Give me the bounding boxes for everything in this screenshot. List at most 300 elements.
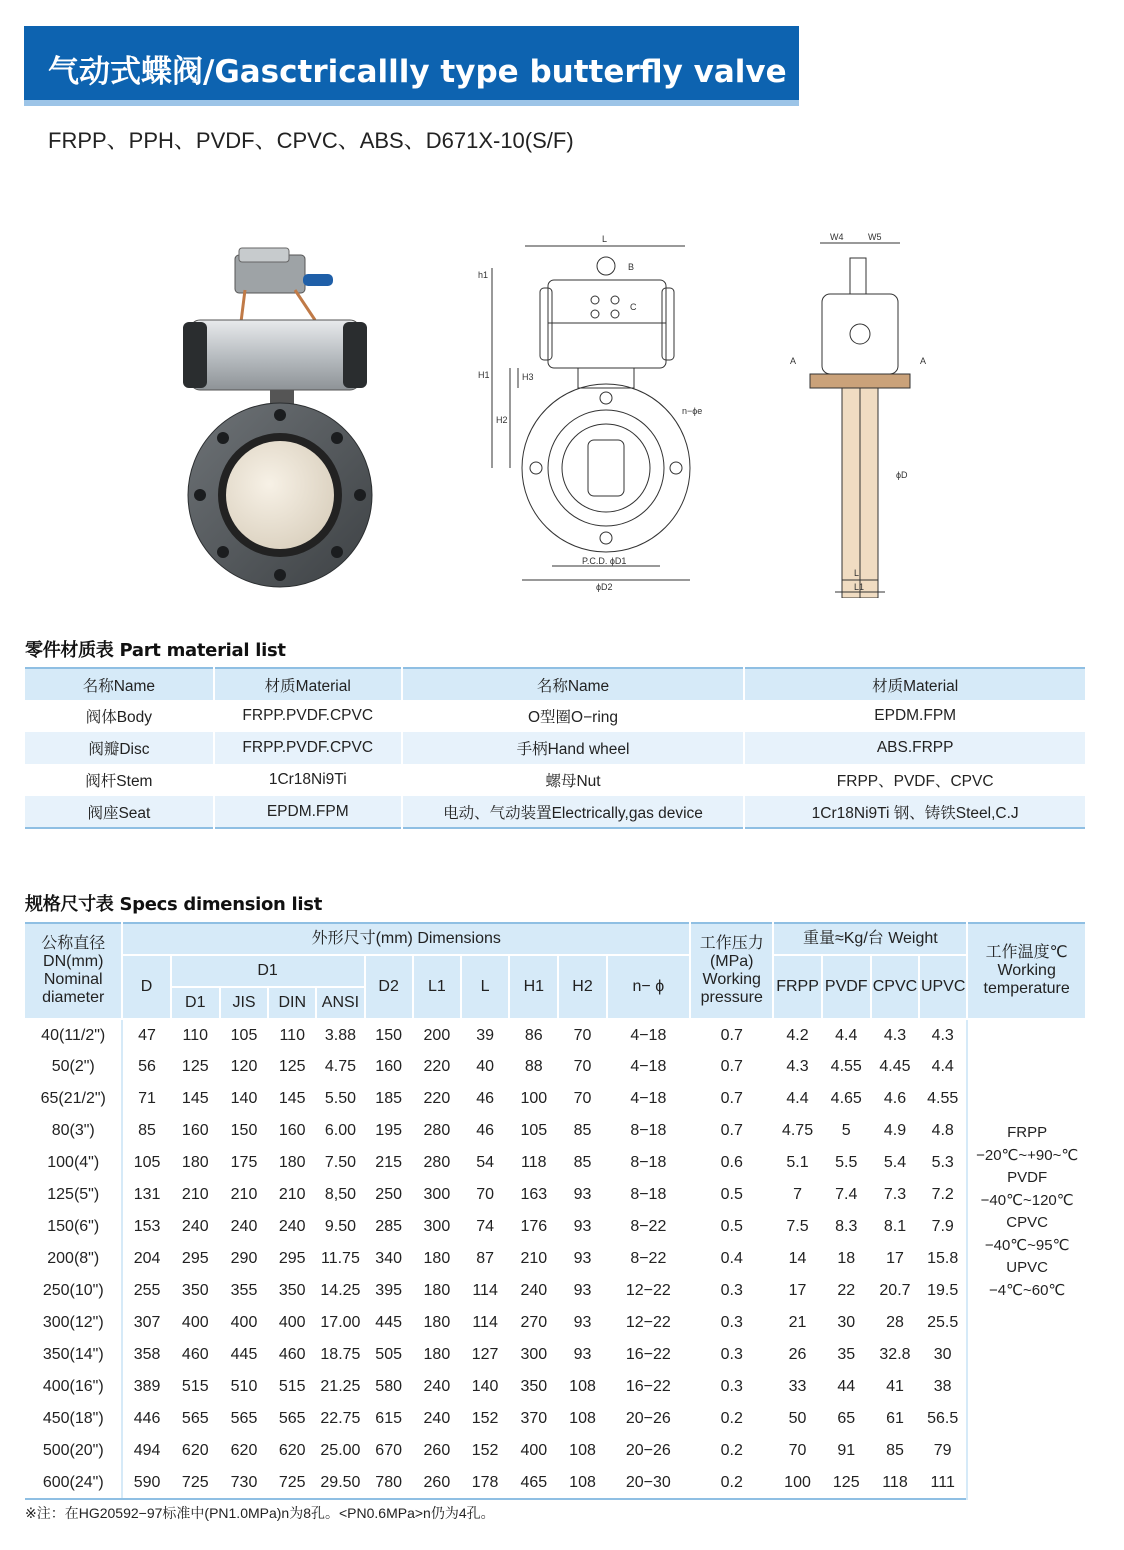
specs-cell: 580 <box>375 1378 402 1395</box>
specs-cell: 590 <box>122 1467 170 1499</box>
specs-cell: 30 <box>933 1346 952 1363</box>
specs-cell: 204 <box>133 1250 161 1267</box>
specs-cell: 100 <box>520 1090 548 1107</box>
specs-cell: 4.75 <box>324 1058 356 1075</box>
specs-cell: 210 <box>278 1186 306 1203</box>
specs-cell: 18 <box>837 1250 856 1267</box>
temperature-line: −20℃~+90~℃ <box>976 1146 1079 1164</box>
header-H1: H1 <box>509 955 558 1019</box>
specs-cell: 300 <box>423 1186 451 1203</box>
specs-cell: 389 <box>133 1378 161 1395</box>
svg-text:L: L <box>854 568 860 578</box>
specs-cell: 0.7 <box>720 1026 743 1044</box>
specs-cell: 185 <box>375 1090 402 1107</box>
specs-cell: 7.9 <box>931 1218 954 1235</box>
specs-cell: 446 <box>133 1410 161 1427</box>
specs-cell: 17 <box>886 1250 904 1267</box>
specs-row <box>25 1467 1086 1499</box>
specs-cell-diameter: 40(11/2") <box>25 1019 122 1051</box>
specs-cell: 3.88 <box>324 1026 356 1044</box>
specs-cell: 17 <box>788 1282 807 1299</box>
specs-cell: 5.4 <box>883 1154 907 1171</box>
specs-cell: 4.3 <box>786 1058 809 1075</box>
header-D: D <box>122 955 170 1019</box>
specs-cell: 105 <box>230 1026 258 1044</box>
materials-header-material-2: 材质Material <box>744 668 1086 700</box>
materials-row <box>25 796 1086 828</box>
specs-cell: 350 <box>181 1282 209 1299</box>
specs-cell: 28 <box>886 1314 904 1331</box>
specs-row <box>25 1083 1086 1115</box>
specs-cell: 615 <box>375 1410 402 1427</box>
specs-cell: 145 <box>181 1090 209 1107</box>
specs-cell: 4.4 <box>786 1090 809 1107</box>
specs-cell: 93 <box>573 1186 592 1203</box>
header-weight-cpvc: CPVC <box>871 955 919 1019</box>
header-H2: H2 <box>558 955 606 1019</box>
specs-cell: 300 <box>520 1346 548 1363</box>
svg-text:L1: L1 <box>854 582 865 592</box>
specs-cell: 5.50 <box>324 1090 356 1107</box>
specs-cell: 125 <box>822 1467 871 1499</box>
specs-cell-diameter: 350(14") <box>25 1339 122 1371</box>
specs-cell: 355 <box>230 1282 258 1299</box>
specs-cell: 0.2 <box>720 1442 743 1459</box>
specs-cell: 8,50 <box>324 1186 356 1203</box>
specs-cell: 38 <box>933 1378 952 1395</box>
specs-table <box>25 922 1087 1500</box>
specs-cell: 8−18 <box>630 1186 667 1203</box>
specs-cell: 4.45 <box>879 1058 911 1075</box>
header-D1: D1 <box>171 987 220 1019</box>
specs-cell: 4.55 <box>830 1058 862 1075</box>
header-working-pressure: 工作压力 (MPa) Working pressure <box>690 923 773 1019</box>
specs-cell: 160 <box>278 1122 306 1139</box>
svg-text:h1: h1 <box>478 270 489 280</box>
specs-cell: 270 <box>520 1314 548 1331</box>
specs-cell: 7.50 <box>324 1154 356 1171</box>
specs-cell: 125 <box>181 1058 209 1075</box>
specs-cell: 20−30 <box>607 1467 690 1499</box>
specs-cell: 111 <box>919 1467 967 1499</box>
specs-cell: 26 <box>788 1346 807 1363</box>
specs-cell: 0.3 <box>720 1282 743 1299</box>
materials-header-name-2: 名称Name <box>402 668 745 700</box>
specs-cell: 4.4 <box>835 1026 858 1044</box>
specs-cell: 74 <box>476 1218 494 1235</box>
specs-cell: 91 <box>837 1442 856 1459</box>
specs-cell: 46 <box>476 1122 494 1139</box>
specs-cell: 0.2 <box>720 1410 743 1427</box>
specs-cell: 153 <box>133 1218 161 1235</box>
specs-cell: 8−22 <box>630 1250 667 1267</box>
materials-cell: 阀体Body <box>25 700 214 732</box>
specs-cell: 240 <box>181 1218 209 1235</box>
temperature-line: CPVC <box>1006 1214 1048 1231</box>
specs-row <box>25 1147 1086 1179</box>
specs-cell: 0.7 <box>720 1122 743 1139</box>
specs-cell: 285 <box>375 1218 402 1235</box>
header-working-temperature: 工作温度℃ Working temperature <box>967 923 1086 1019</box>
specs-cell: 7.4 <box>835 1186 858 1203</box>
specs-row <box>25 1275 1086 1307</box>
specs-cell: 295 <box>181 1250 209 1267</box>
specs-cell: 465 <box>509 1467 558 1499</box>
header-n-phi: n− ϕ <box>607 955 690 1019</box>
specs-cell: 11.75 <box>321 1250 360 1267</box>
specs-cell: 30 <box>837 1314 856 1331</box>
header-DIN: DIN <box>268 987 316 1019</box>
header-ANSI: ANSI <box>316 987 364 1019</box>
svg-text:ϕD2: ϕD2 <box>596 582 613 592</box>
specs-cell: 200 <box>423 1026 451 1044</box>
specs-cell: 307 <box>133 1314 161 1331</box>
specs-cell: 87 <box>476 1250 494 1267</box>
specs-cell: 180 <box>181 1154 209 1171</box>
specs-cell: 220 <box>423 1058 451 1075</box>
specs-cell-diameter: 250(10") <box>25 1275 122 1307</box>
specs-row <box>25 1339 1086 1371</box>
specs-cell: 400 <box>520 1442 548 1459</box>
specs-cell: 260 <box>423 1442 451 1459</box>
specs-cell: 105 <box>520 1122 548 1139</box>
specs-cell: 215 <box>375 1154 402 1171</box>
specs-cell: 180 <box>423 1250 451 1267</box>
specs-cell: 4.3 <box>931 1026 954 1044</box>
specs-cell: 140 <box>230 1090 258 1107</box>
specs-cell: 180 <box>423 1282 451 1299</box>
specs-cell: 32.8 <box>879 1346 911 1363</box>
materials-header-material-1: 材质Material <box>214 668 402 700</box>
specs-cell: 370 <box>520 1410 548 1427</box>
materials-section-title: 零件材质表 Part material list <box>25 640 286 661</box>
specs-section-title: 规格尺寸表 Specs dimension list <box>25 894 322 915</box>
specs-cell: 620 <box>278 1442 306 1459</box>
specs-cell: 41 <box>886 1378 904 1395</box>
specs-cell: 178 <box>461 1467 509 1499</box>
specs-cell: 400 <box>278 1314 306 1331</box>
specs-cell: 4.6 <box>883 1090 907 1107</box>
specs-cell: 460 <box>181 1346 209 1363</box>
specs-cell: 20.7 <box>879 1282 911 1299</box>
specs-cell: 240 <box>520 1282 548 1299</box>
specs-cell: 110 <box>279 1026 305 1044</box>
dim-L: L <box>602 234 608 244</box>
specs-cell: 93 <box>573 1250 592 1267</box>
specs-cell: 152 <box>471 1442 499 1459</box>
specs-row <box>25 1371 1086 1403</box>
specs-cell: 118 <box>521 1154 547 1171</box>
specs-cell: 5.5 <box>835 1154 858 1171</box>
specs-cell: 445 <box>375 1314 402 1331</box>
specs-cell: 255 <box>133 1282 161 1299</box>
side-dimension-drawing <box>780 228 940 598</box>
specs-cell: 85 <box>573 1154 592 1171</box>
specs-cell: 4−18 <box>630 1026 667 1044</box>
specs-cell: 445 <box>230 1346 258 1363</box>
specs-cell: 400 <box>181 1314 209 1331</box>
specs-cell: 176 <box>520 1218 548 1235</box>
specs-cell: 4.2 <box>786 1026 809 1044</box>
specs-cell: 56 <box>138 1058 156 1075</box>
specs-row <box>25 1019 1086 1051</box>
specs-cell: 118 <box>871 1467 919 1499</box>
materials-cell: FRPP、PVDF、CPVC <box>744 764 1086 796</box>
specs-cell: 290 <box>230 1250 258 1267</box>
specs-cell: 93 <box>573 1218 592 1235</box>
specs-cell: 515 <box>181 1378 209 1395</box>
specs-cell: 18.75 <box>320 1346 361 1363</box>
specs-cell: 195 <box>375 1122 402 1139</box>
page-title: 气动式蝶阀/Gasctricallly type butterfly valve <box>48 54 787 90</box>
specs-cell: 565 <box>181 1410 209 1427</box>
specs-cell: 7.2 <box>931 1186 954 1203</box>
svg-text:P.C.D. ϕD1: P.C.D. ϕD1 <box>582 556 627 566</box>
specs-cell: 7 <box>793 1186 802 1203</box>
specs-cell: 5 <box>841 1122 851 1139</box>
specs-cell: 140 <box>471 1378 499 1395</box>
specs-cell: 8.1 <box>883 1218 907 1235</box>
specs-cell: 22.75 <box>320 1410 361 1427</box>
specs-cell: 44 <box>837 1378 856 1395</box>
header-D2: D2 <box>365 955 413 1019</box>
materials-cell: FRPP.PVDF.CPVC <box>214 732 402 764</box>
specs-cell: 127 <box>471 1346 499 1363</box>
header-weight-upvc: UPVC <box>919 955 967 1019</box>
specs-cell: 150 <box>375 1026 402 1044</box>
specs-cell: 240 <box>230 1218 258 1235</box>
specs-cell: 730 <box>220 1467 268 1499</box>
specs-cell: 14.25 <box>320 1282 361 1299</box>
specs-cell: 70 <box>476 1186 494 1203</box>
specs-cell-diameter: 125(5") <box>25 1179 122 1211</box>
temperature-line: PVDF <box>1007 1169 1048 1186</box>
specs-cell: 515 <box>278 1378 306 1395</box>
specs-cell: 9.50 <box>324 1218 356 1235</box>
materials-cell: EPDM.FPM <box>214 796 402 828</box>
specs-cell: 93 <box>573 1346 592 1363</box>
materials-cell: 螺母Nut <box>402 764 745 796</box>
specs-cell: 70 <box>573 1026 592 1044</box>
specs-cell: 565 <box>230 1410 258 1427</box>
specs-cell: 12−22 <box>625 1282 671 1299</box>
temperature-line: −40℃~120℃ <box>980 1191 1074 1209</box>
svg-text:B: B <box>628 262 635 272</box>
specs-cell: 85 <box>573 1122 592 1139</box>
specs-cell: 295 <box>278 1250 306 1267</box>
specs-cell-diameter: 200(8") <box>25 1243 122 1275</box>
specs-cell: 14 <box>788 1250 807 1267</box>
header-D1-group: D1 <box>171 955 365 987</box>
specs-cell-diameter: 150(6") <box>25 1211 122 1243</box>
specs-cell: 79 <box>933 1442 952 1459</box>
specs-cell: 4.4 <box>931 1058 954 1075</box>
header-weight: 重量≈Kg/台 Weight <box>773 923 967 955</box>
svg-text:ϕD: ϕD <box>896 470 908 480</box>
specs-cell: 131 <box>133 1186 161 1203</box>
materials-header-row <box>25 668 1086 700</box>
header-weight-frpp: FRPP <box>773 955 821 1019</box>
title-banner <box>24 26 799 106</box>
specs-cell-diameter: 500(20") <box>25 1435 122 1467</box>
svg-text:n−ϕe: n−ϕe <box>682 406 703 416</box>
specs-cell: 4.65 <box>830 1090 862 1107</box>
specs-cell: 29.50 <box>316 1467 364 1499</box>
specs-cell: 4.3 <box>883 1026 907 1044</box>
header-nominal-diameter: 公称直径 DN(mm) Nominal diameter <box>25 923 122 1019</box>
specs-cell: 70 <box>573 1090 592 1107</box>
specs-cell: 565 <box>278 1410 306 1427</box>
front-dimension-drawing <box>470 228 730 598</box>
specs-cell-diameter: 300(12") <box>25 1307 122 1339</box>
specs-cell: 210 <box>181 1186 209 1203</box>
specs-cell: 33 <box>788 1378 807 1395</box>
header-JIS: JIS <box>220 987 268 1019</box>
svg-text:H2: H2 <box>496 415 508 425</box>
specs-cell: 19.5 <box>927 1282 959 1299</box>
specs-cell: 670 <box>375 1442 402 1459</box>
svg-text:W4: W4 <box>830 232 844 242</box>
specs-cell: 0.4 <box>720 1250 743 1267</box>
specs-cell: 46 <box>476 1090 494 1107</box>
materials-cell: 电动、气动装置Electrically,gas device <box>402 796 745 828</box>
specs-cell: 0.3 <box>720 1378 743 1395</box>
specs-cell: 494 <box>133 1442 161 1459</box>
materials-cell: EPDM.FPM <box>744 700 1086 732</box>
header-L: L <box>461 955 509 1019</box>
specs-cell: 0.6 <box>720 1154 743 1171</box>
specs-cell: 8.3 <box>835 1218 858 1235</box>
specs-cell: 61 <box>886 1410 904 1427</box>
specs-cell: 510 <box>230 1378 258 1395</box>
header-dimensions: 外形尺寸(mm) Dimensions <box>122 923 690 955</box>
materials-cell: 1Cr18Ni9Ti 钢、铸铁Steel,C.J <box>744 796 1086 828</box>
specs-cell: 725 <box>171 1467 220 1499</box>
specs-cell: 152 <box>471 1410 499 1427</box>
specs-cell: 21.25 <box>320 1378 361 1395</box>
svg-text:C: C <box>630 302 637 312</box>
specs-cell: 0.5 <box>720 1186 743 1203</box>
specs-cell: 160 <box>375 1058 402 1075</box>
specs-cell: 8−22 <box>630 1218 667 1235</box>
specs-cell: 54 <box>476 1154 494 1171</box>
specs-cell: 180 <box>278 1154 306 1171</box>
specs-row <box>25 1115 1086 1147</box>
specs-cell: 780 <box>365 1467 413 1499</box>
temperature-line: −40℃~95℃ <box>984 1236 1070 1254</box>
svg-text:A: A <box>920 356 927 366</box>
specs-cell: 6.00 <box>324 1122 356 1139</box>
specs-cell: 114 <box>472 1314 498 1331</box>
specs-cell: 395 <box>375 1282 402 1299</box>
specs-cell: 108 <box>569 1378 596 1395</box>
specs-cell-diameter: 400(16") <box>25 1371 122 1403</box>
specs-cell: 240 <box>423 1410 451 1427</box>
materials-cell: O型圈O−ring <box>402 700 745 732</box>
svg-text:H3: H3 <box>522 372 534 382</box>
specs-cell-diameter: 50(2") <box>25 1051 122 1083</box>
specs-cell: 505 <box>375 1346 402 1363</box>
specs-cell: 358 <box>133 1346 161 1363</box>
temperature-line: UPVC <box>1006 1259 1048 1276</box>
svg-text:W5: W5 <box>868 232 882 242</box>
specs-cell: 240 <box>278 1218 306 1235</box>
specs-cell: 460 <box>278 1346 306 1363</box>
specs-cell: 4−18 <box>630 1058 667 1075</box>
specs-cell: 110 <box>182 1026 209 1044</box>
specs-cell: 47 <box>138 1026 156 1044</box>
specs-cell: 175 <box>230 1154 258 1171</box>
specs-cell: 35 <box>837 1346 856 1363</box>
specs-cell: 40 <box>476 1058 494 1075</box>
specs-cell: 250 <box>375 1186 402 1203</box>
specs-cell: 85 <box>138 1122 156 1139</box>
specs-cell: 25.00 <box>320 1442 361 1459</box>
specs-cell: 210 <box>520 1250 548 1267</box>
specs-cell: 88 <box>524 1058 543 1075</box>
specs-cell: 125 <box>278 1058 306 1075</box>
specs-cell: 8−18 <box>630 1154 667 1171</box>
materials-cell: ABS.FRPP <box>744 732 1086 764</box>
specs-cell: 93 <box>573 1314 592 1331</box>
specs-cell: 0.3 <box>720 1346 743 1363</box>
specs-cell: 108 <box>569 1442 596 1459</box>
specs-cell: 4.75 <box>781 1122 814 1139</box>
specs-cell: 16−22 <box>625 1346 671 1363</box>
specs-cell: 65 <box>837 1410 856 1427</box>
specs-cell: 20−26 <box>625 1410 671 1427</box>
specs-cell: 620 <box>230 1442 258 1459</box>
specs-cell: 240 <box>423 1378 451 1395</box>
specs-row <box>25 1243 1086 1275</box>
specs-row <box>25 1179 1086 1211</box>
specs-cell: 280 <box>423 1154 451 1171</box>
specs-cell: 0.7 <box>720 1090 743 1107</box>
specs-cell-diameter: 450(18") <box>25 1403 122 1435</box>
valve-photo <box>175 240 385 610</box>
specs-cell: 220 <box>423 1090 451 1107</box>
specs-cell: 108 <box>569 1410 596 1427</box>
specs-cell: 50 <box>788 1410 807 1427</box>
specs-cell: 150 <box>230 1122 258 1139</box>
specs-cell: 4.9 <box>883 1122 907 1139</box>
specs-cell: 114 <box>472 1282 498 1299</box>
specs-cell: 70 <box>788 1442 807 1459</box>
specs-row <box>25 1403 1086 1435</box>
specs-cell: 105 <box>133 1154 161 1171</box>
materials-header-name-1: 名称Name <box>25 668 214 700</box>
specs-cell: 0.3 <box>720 1314 743 1331</box>
specs-cell: 17.00 <box>320 1314 361 1331</box>
materials-cell: FRPP.PVDF.CPVC <box>214 700 402 732</box>
specs-cell: 160 <box>181 1122 209 1139</box>
specs-cell: 108 <box>558 1467 606 1499</box>
materials-cell: 阀座Seat <box>25 796 214 828</box>
specs-cell: 7.3 <box>883 1186 907 1203</box>
temperature-line: FRPP <box>1007 1124 1048 1141</box>
specs-cell: 120 <box>230 1058 258 1075</box>
specs-cell: 21 <box>788 1314 807 1331</box>
materials-cell: 阀杆Stem <box>25 764 214 796</box>
specs-cell: 15.8 <box>927 1250 959 1267</box>
working-temperature-cell <box>967 1019 1086 1499</box>
materials-table <box>25 667 1087 829</box>
specs-cell: 4.8 <box>931 1122 954 1139</box>
specs-cell-diameter: 80(3") <box>25 1115 122 1147</box>
specs-cell: 25.5 <box>927 1314 959 1331</box>
specs-cell: 71 <box>138 1090 156 1107</box>
header-L1: L1 <box>413 955 461 1019</box>
